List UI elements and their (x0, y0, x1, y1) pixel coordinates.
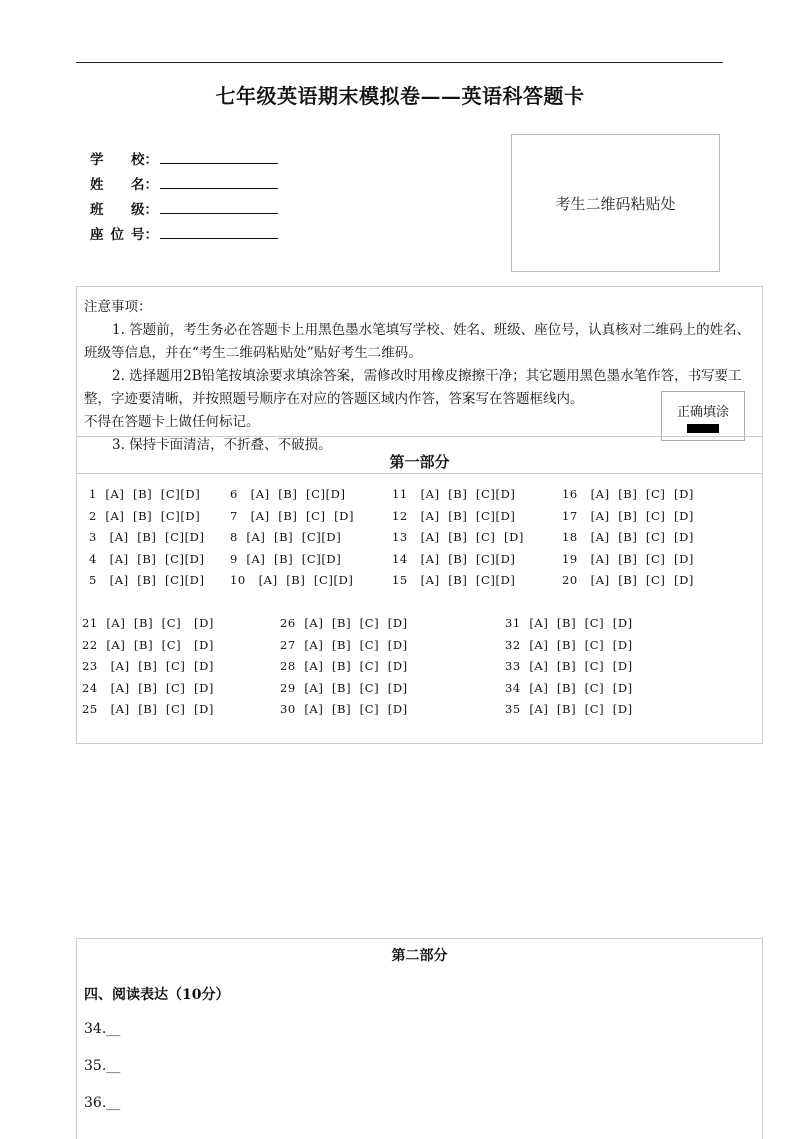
mc-question[interactable]: 16 [A] [B] [C] [D] (562, 487, 695, 501)
mc-question[interactable]: 33 [A] [B] [C] [D] (505, 659, 633, 673)
qr-code-area (511, 134, 720, 272)
mc-question[interactable]: 30 [A] [B] [C] [D] (280, 702, 408, 716)
info-row-class (90, 195, 278, 220)
mc-question[interactable]: 17 [A] [B] [C] [D] (562, 508, 695, 523)
mc-question[interactable]: 15 [A] [B] [C][D] (392, 573, 516, 587)
answer-line-36[interactable]: 36.__ (84, 1095, 121, 1111)
mc-question[interactable]: 26 [A] [B] [C] [D] (280, 616, 408, 630)
info-label-class: 班 级： (90, 201, 158, 218)
student-info (90, 145, 278, 245)
part2-frame (76, 938, 763, 1139)
mc-question[interactable]: 24 [A] [B] [C] [D] (82, 680, 215, 695)
mc-question[interactable]: 8 [A] [B] [C][D] (230, 530, 342, 544)
mc-question[interactable]: 34 [A] [B] [C] [D] (505, 680, 633, 695)
mc-question[interactable]: 6 [A] [B] [C][D] (230, 487, 346, 501)
note-item-2b: 不得在答题卡上做任何标记。 (84, 414, 260, 430)
mc-question[interactable]: 1 [A] [B] [C][D] (89, 487, 201, 501)
class-field[interactable] (160, 201, 278, 214)
part2-title: 第二部分 (391, 948, 448, 964)
notes (84, 296, 759, 457)
mc-question[interactable]: 5 [A] [B] [C][D] (89, 573, 205, 587)
note-item-3: 3. 保持卡面清洁，不折叠、不破损。 (112, 437, 332, 453)
mc-question[interactable]: 28 [A] [B] [C] [D] (280, 659, 408, 673)
mc-question[interactable]: 7 [A] [B] [C] [D] (230, 508, 355, 523)
info-label-name: 姓 名： (90, 176, 158, 193)
info-label-school: 学 校： (90, 151, 158, 168)
mc-question[interactable]: 25 [A] [B] [C] [D] (82, 702, 215, 716)
part1-title: 第一部分 (76, 436, 763, 474)
mc-question[interactable]: 27 [A] [B] [C] [D] (280, 637, 408, 652)
mc-question[interactable]: 20 [A] [B] [C] [D] (562, 573, 695, 587)
note-item-1: 1. 答题前，考生务必在答题卡上用黑色墨水笔填写学校、姓名、班级、座位号，认真核对二维码上的姓名、班级等信息，并在“考生二维码粘贴处”贴好考生二维码。 (84, 322, 751, 361)
correct-fill-label: 正确填涂 (676, 405, 729, 420)
mc-question[interactable]: 12 [A] [B] [C][D] (392, 508, 516, 523)
info-label-seat: 座 位 号： (90, 226, 158, 243)
mc-question[interactable]: 10 [A] [B] [C][D] (230, 573, 354, 587)
page-title: 七年级英语期末模拟卷——英语科答题卡 (215, 84, 585, 108)
mc-question[interactable]: 11 [A] [B] [C][D] (392, 487, 516, 501)
mc-question[interactable]: 18 [A] [B] [C] [D] (562, 530, 695, 544)
mc-question[interactable]: 29 [A] [B] [C] [D] (280, 680, 408, 695)
name-field[interactable] (160, 176, 278, 189)
seat-field[interactable] (160, 226, 278, 239)
mc-question[interactable]: 2 [A] [B] [C][D] (89, 508, 201, 523)
info-row-school (90, 145, 278, 170)
mc-question[interactable]: 9 [A] [B] [C][D] (230, 551, 342, 566)
info-row-name (90, 170, 278, 195)
mc-question[interactable]: 35 [A] [B] [C] [D] (505, 702, 633, 716)
mc-question[interactable]: 32 [A] [B] [C] [D] (505, 637, 633, 652)
section-4-heading: 四、阅读表达（10分） (84, 987, 230, 1003)
top-rule (76, 62, 723, 63)
notes-heading: 注意事项： (84, 299, 152, 315)
mc-question[interactable]: 14 [A] [B] [C][D] (392, 551, 516, 566)
note-item-2: 2. 选择题用2B铅笔按填涂要求填涂答案，需修改时用橡皮擦擦干净；其它题用黑色墨水笔作答，书写要工整，字迹要清晰，并按照题号顺序在对应的答题区域内作答，答案写在答题框线内。 (84, 368, 742, 407)
answer-line-35[interactable]: 35.__ (84, 1058, 121, 1074)
school-field[interactable] (160, 151, 278, 164)
mc-question[interactable]: 31 [A] [B] [C] [D] (505, 616, 633, 630)
filled-mark-icon (687, 424, 719, 433)
mc-question[interactable]: 22 [A] [B] [C] [D] (82, 637, 215, 652)
qr-label: 考生二维码粘贴处 (555, 194, 676, 213)
mc-question[interactable]: 4 [A] [B] [C][D] (89, 551, 205, 566)
mc-question[interactable]: 23 [A] [B] [C] [D] (82, 659, 215, 673)
mc-question[interactable]: 19 [A] [B] [C] [D] (562, 551, 695, 566)
mc-question[interactable]: 13 [A] [B] [C] [D] (392, 530, 525, 544)
answer-line-34[interactable]: 34.__ (84, 1021, 121, 1037)
correct-fill-example (661, 391, 745, 441)
mc-question[interactable]: 21 [A] [B] [C] [D] (82, 616, 215, 630)
mc-question[interactable]: 3 [A] [B] [C][D] (89, 530, 205, 544)
info-row-seat (90, 220, 278, 245)
